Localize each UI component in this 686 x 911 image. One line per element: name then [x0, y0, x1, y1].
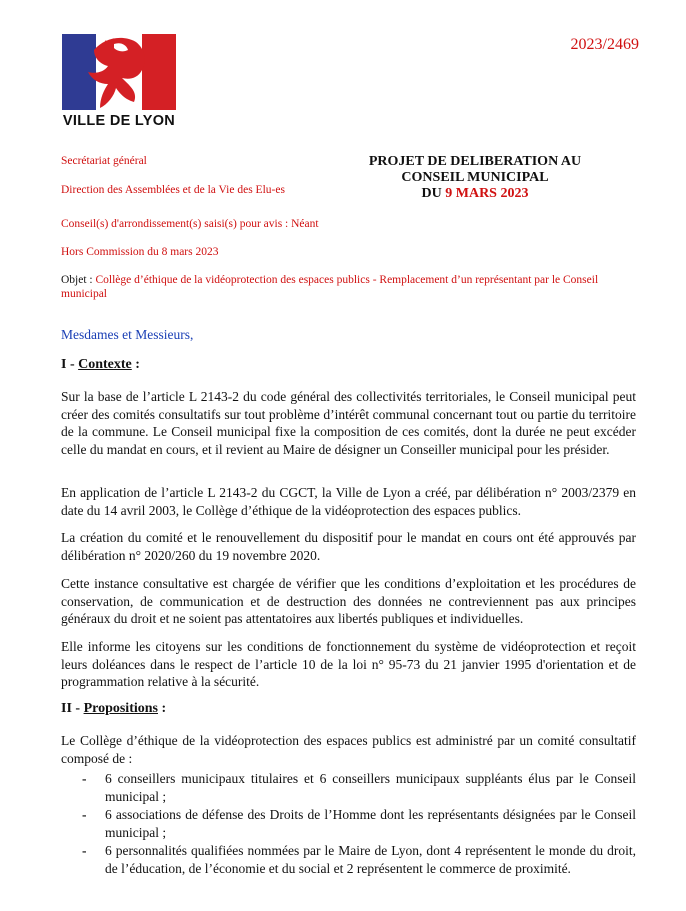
- title-date-prefix: DU: [421, 186, 442, 201]
- composition-list: [61, 770, 636, 878]
- logo-text: VILLE DE LYON: [62, 113, 176, 129]
- section-heading-propositions: [61, 701, 166, 717]
- conseils-label: Conseil(s) d'arrondissement(s) saisi(s) pour avis : Néant: [61, 218, 319, 230]
- title-line-3: [340, 186, 610, 202]
- section-number: II -: [61, 701, 81, 716]
- title-line-2: CONSEIL MUNICIPAL: [401, 170, 549, 185]
- paragraph: Sur la base de l’article L 2143-2 du code général des collectivités territoriales, le Conseil municipal peut créer des comités consultatifs sur tout problème d’intérêt communal concernant tout ou partie du territoire de la commune. Le Conseil municipal fixe la composition de ces comités, dont la durée ne peut excéder celle du mandat en cours, et il revient au Maire de désigner un Conseiller municipal pour les présider.: [61, 389, 636, 457]
- deliberation-reference: 2023/2469: [570, 36, 639, 53]
- commission-label: Hors Commission du 8 mars 2023: [61, 246, 219, 258]
- bullet: -: [82, 807, 87, 822]
- section-heading-contexte: [61, 357, 140, 373]
- section-title: Propositions: [83, 701, 158, 716]
- paragraph: La création du comité et le renouvellement du dispositif pour le mandat en cours ont été approuvés par délibération n° 2020/260 du 19 novembre 2020.: [61, 530, 636, 563]
- title-date: 9 MARS 2023: [445, 186, 529, 201]
- objet-label: Objet :: [61, 274, 93, 286]
- salutation: Mesdames et Messieurs,: [61, 327, 194, 342]
- title-line-1: PROJET DE DELIBERATION AU: [368, 154, 582, 169]
- list-item-text: 6 personnalités qualifiées nommées par le Maire de Lyon, dont 4 représentent le monde du droit, de l’éducation, de l’économie et du social et 2 représentent le commerce de proximité.: [105, 843, 636, 876]
- section-title: Contexte: [78, 357, 132, 372]
- list-item: [61, 770, 636, 805]
- list-item: [61, 806, 636, 841]
- paragraph: Cette instance consultative est chargée de vérifier que les conditions d’exploitation et les procédures de conservation, de communication et de destruction des données ne contreviennent pas aux principes généraux du droit et ne soient pas attentatoires aux libertés publiques et individuelles.: [61, 576, 636, 626]
- section-suffix: :: [161, 701, 167, 716]
- paragraph: Elle informe les citoyens sur les conditions de fonctionnement du système de vidéoprotection et reçoit leurs doléances dans le respect de l’article 10 de la loi n° 95-73 du 21 janvier 1995 d'orientation et de programmation relative à la sécurité.: [61, 639, 636, 689]
- list-item: [61, 842, 636, 877]
- objet-text: Collège d’éthique de la vidéoprotection des espaces publics - Remplacement d’un représentant par le Conseil municipal: [61, 274, 599, 300]
- direction-label: Direction des Assemblées et de la Vie des Elu-es: [61, 184, 285, 196]
- section-number: I -: [61, 357, 75, 372]
- objet-line: [61, 273, 641, 301]
- list-item-text: 6 conseillers municipaux titulaires et 6 conseillers municipaux suppléants élus par le Conseil municipal ;: [105, 771, 636, 804]
- propositions-intro: Le Collège d’éthique de la vidéoprotection des espaces publics est administré par un comité consultatif composé de :: [61, 733, 636, 766]
- bullet: -: [82, 843, 87, 858]
- list-item-text: 6 associations de défense des Droits de l’Homme dont les représentants désignées par le Conseil municipal ;: [105, 807, 636, 840]
- paragraph: En application de l’article L 2143-2 du CGCT, la Ville de Lyon a créé, par délibération n° 2003/2379 en date du 14 avril 2003, le Collège d’éthique de la vidéoprotection des espaces publics.: [61, 485, 636, 518]
- document-title: [340, 154, 610, 202]
- section-suffix: :: [135, 357, 140, 372]
- secretariat-label: Secrétariat général: [61, 155, 147, 167]
- bullet: -: [82, 771, 87, 786]
